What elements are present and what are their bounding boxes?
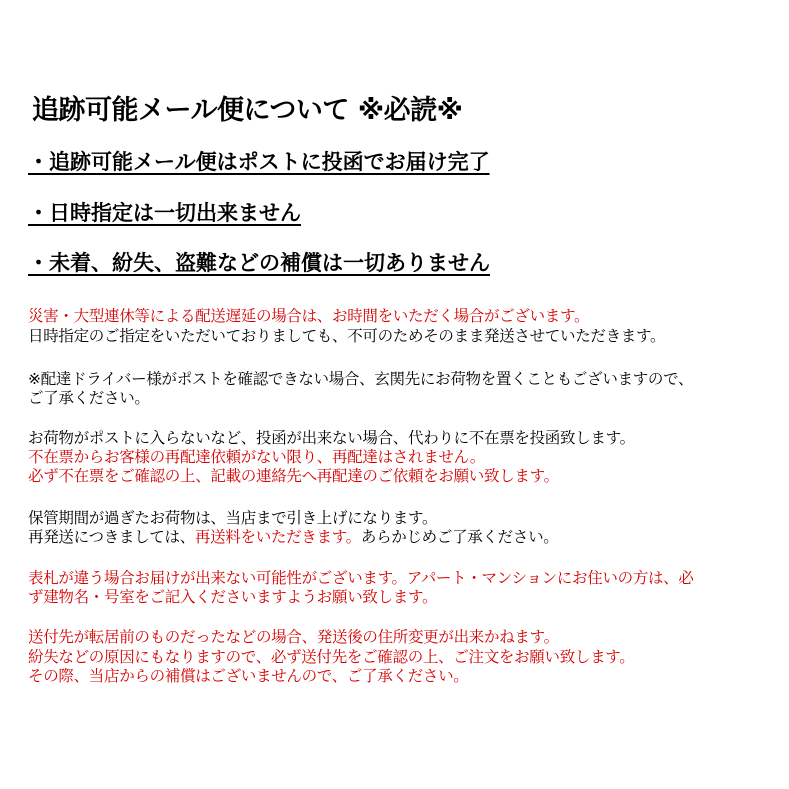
notice-absence-line2: 不在票からお客様の再配達依頼がない限り、再配達はされません。 — [28, 448, 485, 466]
notice-date-line: 日時指定のご指定をいただいておりましても、不可のためそのまま発送させていただきます。 — [28, 327, 666, 345]
notice-address-line1: 送付先が転居前のものだったなどの場合、発送後の住所変更が出来かねます。 — [28, 628, 559, 646]
notice-address-line2: 紛失などの原因にもなりますので、必ず送付先をご確認の上、ご注文をお願い致します。 — [28, 648, 635, 666]
notice-address-line3: その際、当店からの補償はございませんので、ご了承ください。 — [28, 667, 469, 685]
notice-absence-line3: 必ず不在票をご確認の上、記載の連絡先へ再配達のご依頼をお願い致します。 — [28, 467, 559, 485]
notice-storage-fee: 再送料をいただきます。 — [194, 528, 361, 546]
notice-driver-line2: ご了承ください。 — [28, 389, 150, 407]
notice-absence-line1: お荷物がポストに入らないなど、投函が出来ない場合、代わりに不在票を投函致します。 — [28, 429, 635, 447]
bullet-no-compensation: ・未着、紛失、盗難などの補償は一切ありません — [28, 251, 490, 275]
notice-storage-line2 — [28, 527, 558, 547]
bullet-no-date-specification: ・日時指定は一切出来ません — [28, 201, 301, 225]
notice-storage-suffix: あらかじめご了承ください。 — [360, 528, 559, 546]
notice-driver-line1: ※配達ドライバー様がポストを確認できない場合、玄関先にお荷物を置くこともございますので、 — [28, 370, 694, 388]
notice-storage-prefix: 再発送につきましては、 — [28, 528, 195, 546]
notice-storage-line1: 保管期間が過ぎたお荷物は、当店まで引き上げになります。 — [28, 509, 438, 527]
bullet-delivery-complete: ・追跡可能メール便はポストに投函でお届け完了 — [28, 150, 490, 174]
notice-delay-line: 災害・大型連休等による配送遅延の場合は、お時間をいただく場合がございます。 — [28, 307, 590, 325]
notice-nameplate-line1: 表札が違う場合お届けが出来ない可能性がございます。アパート・マンションにお住いの方は、必 — [28, 569, 694, 587]
notice-nameplate-line2: ず建物名・号室をご記入くださいますようお願い致します。 — [28, 588, 438, 606]
page-title: 追跡可能メール便について ※必読※ — [32, 95, 463, 126]
